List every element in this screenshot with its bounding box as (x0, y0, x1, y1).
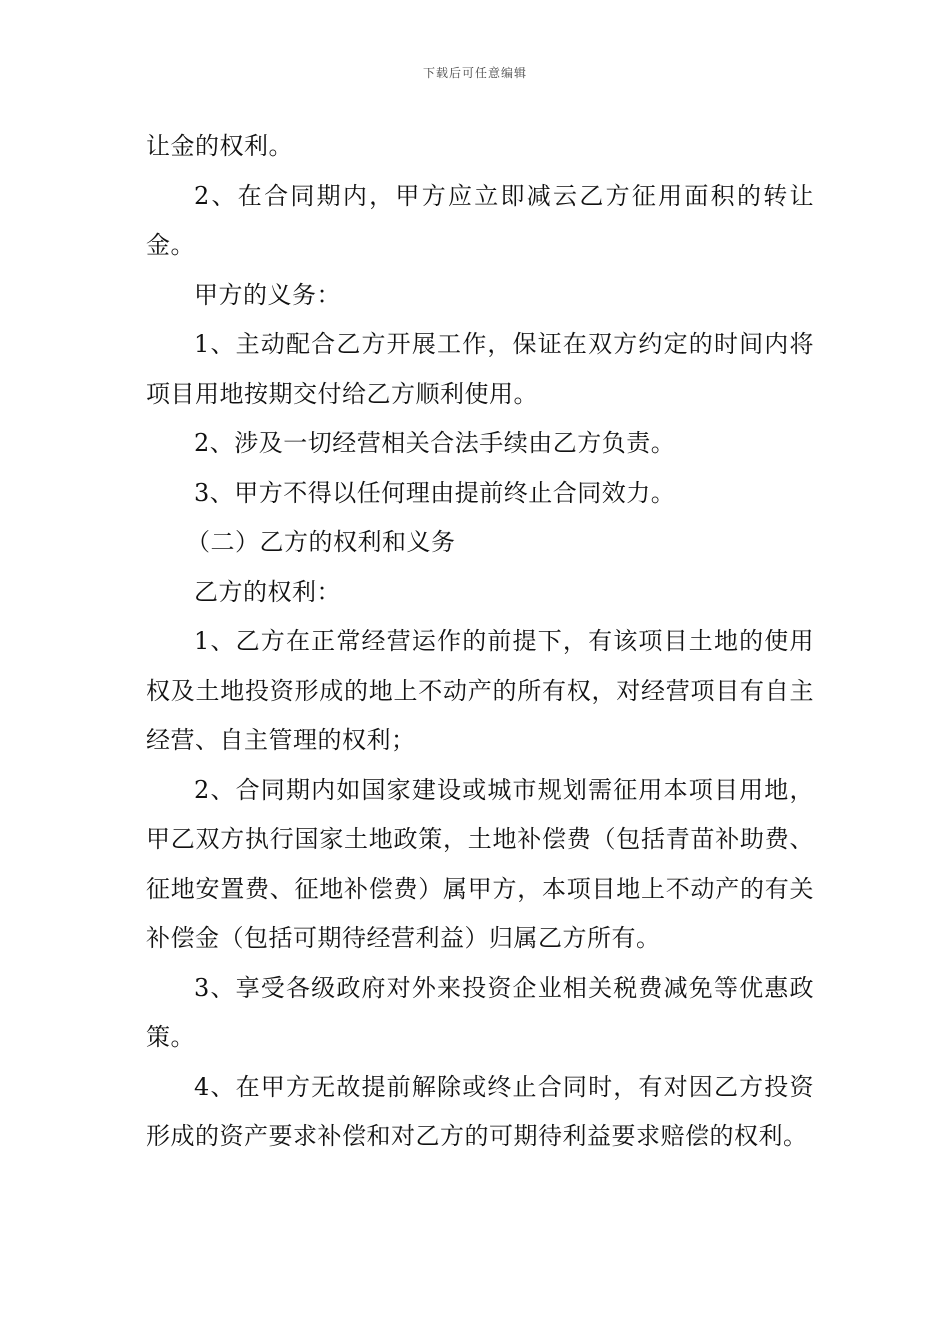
section-heading: （二）乙方的权利和义务 (186, 528, 456, 556)
paragraph-1: 让金的权利。 (146, 132, 293, 160)
paragraph-8: 乙方的权利： (194, 577, 341, 606)
page-header: 下载后可任意编辑 (422, 66, 527, 80)
paragraph-6: 3、甲方不得以任何理由提前终止合同效力。 (194, 478, 676, 507)
paragraph-11: 3、享受各级政府对外来投资企业相关税费减免等优惠政策。 (146, 973, 814, 1051)
document-body (146, 122, 814, 1162)
paragraph-3: 甲方的义务： (194, 280, 341, 309)
paragraph-10: 2、合同期内如国家建设或城市规划需征用本项目用地，甲乙双方执行国家土地政策，土地补偿费（包括青苗补助费、征地安置费、征地补偿费）属甲方，本项目地上不动产的有关补偿金（包括可期待经营利益）归属乙方所有。 (146, 775, 814, 952)
paragraph-5: 2、涉及一切经营相关合法手续由乙方负责。 (194, 429, 676, 457)
paragraph-9: 1、乙方在正常经营运作的前提下，有该项目土地的使用权及土地投资形成的地上不动产的所有权，对经营项目有自主经营、自主管理的权利； (146, 627, 814, 754)
paragraph-2: 2、在合同期内，甲方应立即减云乙方征用面积的转让金。 (146, 181, 814, 259)
paragraph-4: 1、主动配合乙方开展工作，保证在双方约定的时间内将项目用地按期交付给乙方顺利使用。 (146, 330, 814, 408)
paragraph-12: 4、在甲方无故提前解除或终止合同时，有对因乙方投资形成的资产要求补偿和对乙方的可期待利益要求赔偿的权利。 (146, 1072, 814, 1150)
